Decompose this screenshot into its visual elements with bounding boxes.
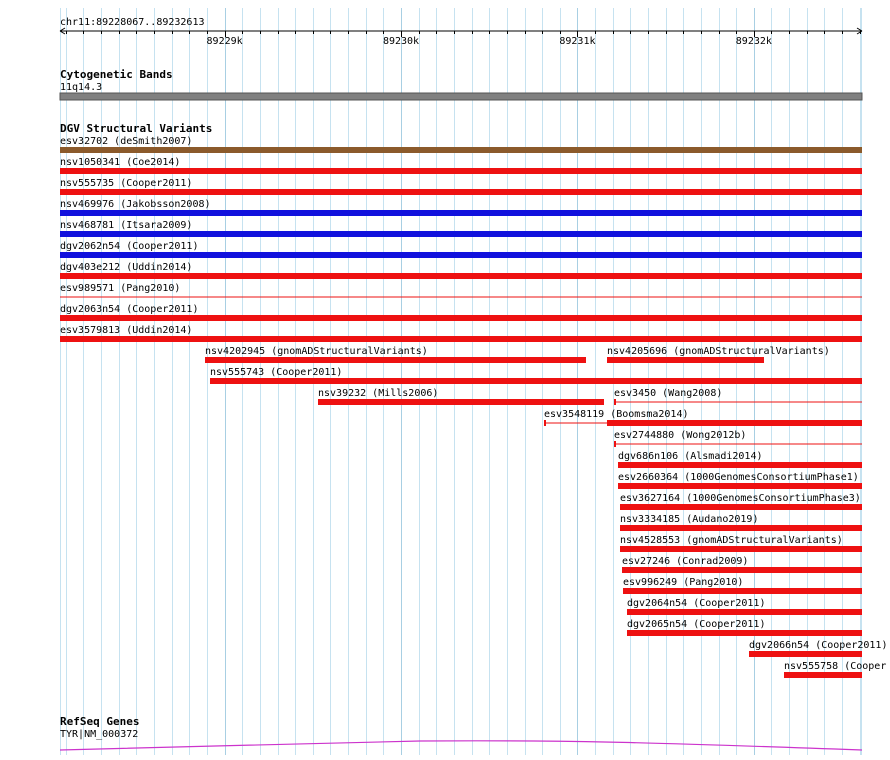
dgv-feature-label[interactable]: dgv2066n54 (Cooper2011) — [749, 640, 888, 651]
dgv-feature-label[interactable]: esv3579813 (Uddin2014) — [60, 325, 193, 336]
dgv-feature-label[interactable]: esv996249 (Pang2010) — [623, 577, 744, 588]
dgv-feature[interactable] — [618, 451, 862, 468]
dgv-feature-label[interactable]: nsv469976 (Jakobsson2008) — [60, 199, 211, 210]
dgv-feature[interactable] — [607, 346, 830, 363]
dgv-feature-bar[interactable] — [60, 210, 862, 216]
dgv-feature[interactable] — [749, 640, 887, 657]
dgv-track-title: DGV Structural Variants — [60, 122, 213, 135]
dgv-feature-bar[interactable] — [620, 525, 862, 531]
dgv-feature[interactable] — [60, 283, 862, 298]
refseq-gene-label: TYR|NM_000372 — [60, 729, 139, 740]
dgv-feature-label[interactable]: esv32702 (deSmith2007) — [60, 136, 193, 147]
dgv-feature-label[interactable]: nsv4202945 (gnomADStructuralVariants) — [205, 346, 428, 357]
dgv-feature-bar[interactable] — [618, 462, 862, 468]
dgv-feature-label[interactable]: dgv2065n54 (Cooper2011) — [627, 619, 766, 630]
dgv-feature-label[interactable]: dgv686n106 (Alsmadi2014) — [618, 451, 763, 462]
dgv-feature[interactable] — [622, 556, 862, 573]
dgv-feature[interactable] — [60, 325, 862, 342]
dgv-feature-bar[interactable] — [627, 630, 862, 636]
cytogenetic-bands-track[interactable] — [60, 68, 862, 100]
dgv-feature-start-marker — [614, 399, 616, 405]
dgv-feature[interactable] — [60, 220, 862, 237]
dgv-feature-label[interactable]: esv27246 (Conrad2009) — [622, 556, 749, 567]
dgv-feature-bar[interactable] — [784, 672, 862, 678]
dgv-feature-bar[interactable] — [60, 168, 862, 174]
dgv-feature[interactable] — [627, 619, 862, 636]
dgv-feature-start-marker — [544, 420, 546, 426]
dgv-structural-variants-track[interactable] — [60, 122, 887, 678]
dgv-feature[interactable] — [60, 241, 862, 258]
dgv-feature-bar[interactable] — [627, 609, 862, 615]
dgv-feature-label[interactable]: dgv2064n54 (Cooper2011) — [627, 598, 766, 609]
dgv-feature-bar[interactable] — [749, 651, 862, 657]
ruler-tick-label: 89230k — [382, 36, 420, 47]
dgv-feature-start-marker — [614, 441, 616, 447]
dgv-feature-label[interactable]: dgv403e212 (Uddin2014) — [60, 262, 193, 273]
dgv-feature-label[interactable]: nsv4205696 (gnomADStructuralVariants) — [607, 346, 830, 357]
dgv-feature-label[interactable]: esv989571 (Pang2010) — [60, 283, 181, 294]
dgv-feature-bar[interactable] — [60, 252, 862, 258]
dgv-feature-line[interactable] — [614, 402, 862, 403]
dgv-features[interactable] — [60, 136, 887, 678]
dgv-feature-label[interactable]: esv3450 (Wang2008) — [614, 388, 723, 399]
ruler-tick-label: 89232k — [735, 36, 772, 47]
dgv-feature-label[interactable]: dgv2063n54 (Cooper2011) — [60, 304, 199, 315]
dgv-feature-label[interactable]: dgv2062n54 (Cooper2011) — [60, 241, 199, 252]
ruler-tick-label: 89229k — [206, 36, 243, 47]
cytoband-bar[interactable] — [60, 93, 862, 100]
dgv-feature-label[interactable]: nsv4528553 (gnomADStructuralVariants) — [620, 535, 843, 546]
dgv-feature[interactable] — [618, 472, 862, 489]
dgv-feature-label[interactable]: nsv555743 (Cooper2011) — [210, 367, 343, 378]
refseq-gene-feature[interactable] — [60, 741, 862, 750]
dgv-feature-bar[interactable] — [623, 588, 862, 594]
dgv-feature[interactable] — [620, 493, 862, 510]
dgv-feature[interactable] — [784, 661, 886, 678]
dgv-feature[interactable] — [620, 535, 862, 552]
dgv-feature-label[interactable]: esv3627164 (1000GenomesConsortiumPhase3) — [620, 493, 861, 504]
dgv-feature[interactable] — [60, 178, 862, 195]
dgv-feature-bar[interactable] — [620, 504, 862, 510]
dgv-feature-label[interactable]: nsv555758 (Cooper — [784, 661, 887, 672]
dgv-feature-label[interactable]: nsv555735 (Cooper2011) — [60, 178, 193, 189]
dgv-feature-bar[interactable] — [60, 147, 862, 153]
ruler-ticks — [67, 31, 861, 47]
dgv-feature[interactable] — [60, 157, 862, 174]
dgv-feature[interactable] — [205, 346, 586, 363]
dgv-feature[interactable] — [210, 367, 862, 384]
dgv-feature[interactable] — [318, 388, 604, 405]
ruler-tick-label: 89231k — [559, 36, 596, 47]
dgv-feature-label[interactable]: nsv39232 (Mills2006) — [318, 388, 439, 399]
ruler[interactable] — [60, 17, 862, 47]
dgv-feature-bar[interactable] — [618, 483, 862, 489]
dgv-feature-bar[interactable] — [60, 189, 862, 195]
dgv-feature[interactable] — [60, 136, 862, 153]
cytoband-label: 11q14.3 — [60, 82, 103, 93]
dgv-feature-label[interactable]: nsv468781 (Itsara2009) — [60, 220, 193, 231]
dgv-feature-bar[interactable] — [60, 315, 862, 321]
dgv-feature-label[interactable]: esv3548119 (Boomsma2014) — [544, 409, 689, 420]
dgv-feature-label[interactable]: esv2660364 (1000GenomesConsortiumPhase1) — [618, 472, 859, 483]
dgv-feature[interactable] — [627, 598, 862, 615]
dgv-feature-label[interactable]: nsv3334185 (Audano2019) — [620, 514, 759, 525]
dgv-feature-bar[interactable] — [607, 420, 862, 426]
refseq-track-title: RefSeq Genes — [60, 715, 140, 728]
dgv-feature-bar[interactable] — [60, 273, 862, 279]
dgv-feature-bar[interactable] — [622, 567, 862, 573]
dgv-feature[interactable] — [607, 420, 862, 426]
dgv-feature[interactable] — [620, 514, 862, 531]
dgv-feature-bar[interactable] — [60, 336, 862, 342]
dgv-feature-bar[interactable] — [60, 231, 862, 237]
dgv-feature-bar[interactable] — [607, 357, 764, 363]
refseq-genes-track[interactable] — [60, 715, 862, 750]
dgv-feature-label[interactable]: esv2744880 (Wong2012b) — [614, 430, 747, 441]
dgv-feature-bar[interactable] — [60, 297, 862, 298]
dgv-feature[interactable] — [623, 577, 862, 594]
dgv-feature[interactable] — [60, 262, 862, 279]
dgv-feature-line[interactable] — [544, 423, 607, 424]
dgv-feature[interactable] — [60, 199, 862, 216]
dgv-feature-bar[interactable] — [205, 357, 586, 363]
dgv-feature-line[interactable] — [614, 444, 862, 445]
dgv-feature[interactable] — [60, 304, 862, 321]
cytoband-track-title: Cytogenetic Bands — [60, 68, 173, 81]
dgv-feature-bar[interactable] — [210, 378, 862, 384]
dgv-feature-bar[interactable] — [620, 546, 862, 552]
dgv-feature-label[interactable]: nsv1050341 (Coe2014) — [60, 157, 181, 168]
dgv-feature-bar[interactable] — [318, 399, 604, 405]
ruler-position-label: chr11:89228067..89232613 — [60, 17, 205, 28]
